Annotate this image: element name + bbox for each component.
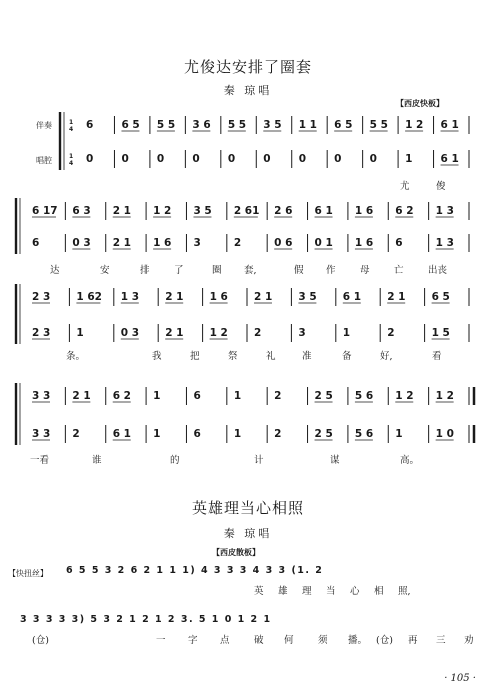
song2-banshi: 【西皮散板】 <box>212 547 260 557</box>
note-bottom: 0 <box>86 153 94 165</box>
part-label-bottom: 唱腔 <box>36 156 52 165</box>
note-bottom: 3 3 <box>32 428 51 440</box>
note-bottom: 3 <box>298 327 306 339</box>
note-bottom: 2 5 <box>314 428 333 440</box>
lyric-char: 一 <box>156 635 166 646</box>
note-top: 2 1 <box>112 205 132 217</box>
note-top: 3 5 <box>193 205 212 217</box>
lyric-char: 英 <box>254 586 264 597</box>
note-bottom: 1 <box>76 327 84 339</box>
time-signature-den: 4 <box>69 160 74 167</box>
note-bottom: 1 <box>342 327 351 339</box>
note-top: 1 <box>153 390 161 402</box>
note-bottom: 1 <box>233 428 242 440</box>
lyric-char: 谁 <box>92 455 102 466</box>
lyric-char: 礼 <box>266 351 276 362</box>
time-signature-den: 4 <box>69 126 74 133</box>
lyric-char: 看 <box>432 351 442 362</box>
note-bottom: 2 <box>233 237 242 249</box>
lyric-char: (仓) <box>376 635 393 646</box>
note-top: 6 <box>193 390 201 402</box>
song1-singer: 秦 琼唱 <box>223 84 273 97</box>
note-bottom: 6 1 <box>440 153 459 165</box>
note-bottom: 1 6 <box>354 237 374 249</box>
note-top: 2 61 <box>233 205 260 217</box>
note-top: 5 5 <box>156 119 176 131</box>
note-top: 6 1 <box>314 205 333 217</box>
note-bottom: 2 1 <box>165 327 184 339</box>
song1-banshi: 【西皮快板】 <box>396 98 444 108</box>
note-bottom: 1 <box>405 153 413 165</box>
lyric-char: 套, <box>244 265 257 276</box>
note-top: 1 6 <box>354 205 374 217</box>
note-bottom: 0 <box>263 153 271 165</box>
lyric-char: 达 <box>50 265 60 276</box>
lyric-char: 相 <box>374 586 384 597</box>
note-bottom: 0 3 <box>72 237 91 249</box>
note-top: 1 2 <box>405 119 424 131</box>
note-top: 1 2 <box>153 205 172 217</box>
note-bottom: 2 3 <box>32 327 51 339</box>
lyrics-line-3 <box>8 348 478 362</box>
note-top: 1 62 <box>76 291 102 303</box>
note-bottom: 0 <box>369 153 377 165</box>
lyric-char: 雄 <box>278 586 288 597</box>
note-bottom: 1 6 <box>153 237 172 249</box>
note-bottom: 6 <box>395 237 403 249</box>
lyric-char: 作 <box>326 265 336 276</box>
note-top: 1 1 <box>298 119 318 131</box>
lyrics-line-4 <box>8 452 478 466</box>
lyric-char: 理 <box>302 586 312 597</box>
note-top: 3 6 <box>192 119 211 131</box>
note-top: 2 1 <box>72 390 91 402</box>
song2-line1-prefix: 【快扭丝】 <box>8 569 48 578</box>
lyric-char: 字 <box>188 635 198 646</box>
lyric-char: 条。 <box>66 351 86 362</box>
note-top: 1 2 <box>395 390 414 402</box>
lyric-char: 播。 <box>348 635 368 646</box>
note-top: 6 5 <box>334 119 353 131</box>
lyric-char: 三 <box>436 635 446 646</box>
note-bottom: 2 <box>387 327 395 339</box>
note-top: 3 3 <box>32 390 51 402</box>
time-signature-num: 1 <box>69 119 74 126</box>
song2-line1-notes: 6 5 5 3 2 6 2 1 1 1) 4 3 3 3 4 3 3 (1. 2 <box>66 565 324 576</box>
note-top: 1 3 <box>435 205 454 217</box>
note-bottom: 1 <box>153 428 161 440</box>
lyric-char: 备 <box>342 351 352 362</box>
note-top: 5 6 <box>354 390 374 402</box>
note-top: 6 2 <box>395 205 414 217</box>
lyric-char: 祭 <box>228 351 238 362</box>
song2-line2-lyrics <box>8 632 478 646</box>
note-bottom: 1 2 <box>209 327 228 339</box>
lyric-char: 圈 <box>212 265 222 276</box>
note-top: 5 5 <box>369 119 388 131</box>
note-bottom: 3 <box>193 237 201 249</box>
note-bottom: 0 <box>156 153 165 165</box>
note-top: 3 5 <box>263 119 282 131</box>
note-top: 6 3 <box>72 205 91 217</box>
note-bottom: 2 1 <box>112 237 132 249</box>
lyric-char: 俊 <box>436 181 446 192</box>
song1-title: 尤俊达安排了圈套 <box>183 58 312 76</box>
lyric-char: 计 <box>254 455 264 466</box>
note-bottom: 1 3 <box>435 237 454 249</box>
song2-line1-lyrics <box>8 583 478 597</box>
lyric-char: 高。 <box>400 455 420 466</box>
lyric-char: 把 <box>190 351 200 362</box>
note-bottom: 0 <box>192 153 200 165</box>
lyric-char: 点 <box>220 635 230 646</box>
note-top: 2 1 <box>254 291 273 303</box>
note-bottom: 0 <box>334 153 342 165</box>
lyric-char: (仓) <box>32 635 49 646</box>
note-top: 2 5 <box>314 390 333 402</box>
note-top: 6 5 <box>121 119 140 131</box>
note-bottom: 1 5 <box>431 327 450 339</box>
note-top: 2 3 <box>32 291 51 303</box>
note-top: 2 6 <box>274 205 293 217</box>
lyric-char: 我 <box>152 351 162 362</box>
note-bottom: 2 <box>72 428 80 440</box>
lyric-char: 假 <box>294 265 304 276</box>
lyric-char: 排 <box>140 265 150 276</box>
note-top: 1 <box>233 390 242 402</box>
lyric-char: 心 <box>350 586 360 597</box>
lyric-char: 破 <box>254 635 264 646</box>
note-top: 6 1 <box>440 119 459 131</box>
note-top: 1 3 <box>120 291 140 303</box>
note-top: 2 <box>274 390 282 402</box>
lyric-char: 劝 <box>464 635 474 646</box>
note-bottom: 0 3 <box>120 327 140 339</box>
note-bottom: 1 <box>395 428 403 440</box>
page-number: · 105 · <box>444 673 476 684</box>
lyric-char: 亡 <box>394 265 404 276</box>
lyric-char: 谋 <box>330 455 340 466</box>
note-bottom: 1 0 <box>435 428 454 440</box>
lyric-char: 一看 <box>30 455 50 466</box>
lyric-char: 何 <box>284 635 294 646</box>
lyric-char: 尤 <box>400 181 410 192</box>
note-top: 1 2 <box>435 390 454 402</box>
lyric-char: 了 <box>174 265 184 276</box>
note-bottom: 0 1 <box>314 237 333 249</box>
note-top: 6 2 <box>112 390 132 402</box>
note-top: 1 6 <box>209 291 228 303</box>
note-top: 6 5 <box>431 291 450 303</box>
note-top: 5 5 <box>227 119 247 131</box>
song2-title: 英雄理当心相照 <box>191 499 304 517</box>
note-top: 6 17 <box>32 205 58 217</box>
lyric-char: 再 <box>408 635 418 646</box>
note-bottom: 0 <box>227 153 236 165</box>
lyric-char: 安 <box>100 265 110 276</box>
note-top: 2 1 <box>387 291 406 303</box>
lyric-char: 准 <box>302 351 312 362</box>
note-bottom: 0 6 <box>274 237 293 249</box>
lyric-char: 须 <box>318 635 328 646</box>
note-bottom: 2 <box>274 428 282 440</box>
part-label-top: 伴奏 <box>36 121 52 130</box>
note-bottom: 6 <box>193 428 201 440</box>
song2-line2-notes: 3 3 3 3 3) 5 3 2 1 2 1 2 3. 5 1 0 1 2 1 <box>20 614 272 625</box>
note-bottom: 2 <box>254 327 262 339</box>
lyrics-line-1 <box>8 178 478 192</box>
note-top: 6 <box>86 119 94 131</box>
note-top: 2 1 <box>165 291 184 303</box>
note-top: 3 5 <box>298 291 317 303</box>
note-bottom: 0 <box>121 153 129 165</box>
note-bottom: 6 1 <box>112 428 132 440</box>
lyric-char: 好, <box>380 351 393 362</box>
song2-singer: 秦 琼唱 <box>223 527 273 540</box>
note-bottom: 0 <box>298 153 307 165</box>
lyric-char: 母 <box>360 265 370 276</box>
lyric-char: 的 <box>170 455 180 466</box>
lyric-char: 照, <box>398 586 411 597</box>
lyric-char: 当 <box>326 586 336 597</box>
lyric-char: 出丧 <box>428 265 448 276</box>
note-bottom: 5 6 <box>354 428 374 440</box>
time-signature-num: 1 <box>69 153 74 160</box>
note-bottom: 6 <box>32 237 40 249</box>
lyrics-line-2 <box>8 262 478 276</box>
note-top: 6 1 <box>342 291 362 303</box>
